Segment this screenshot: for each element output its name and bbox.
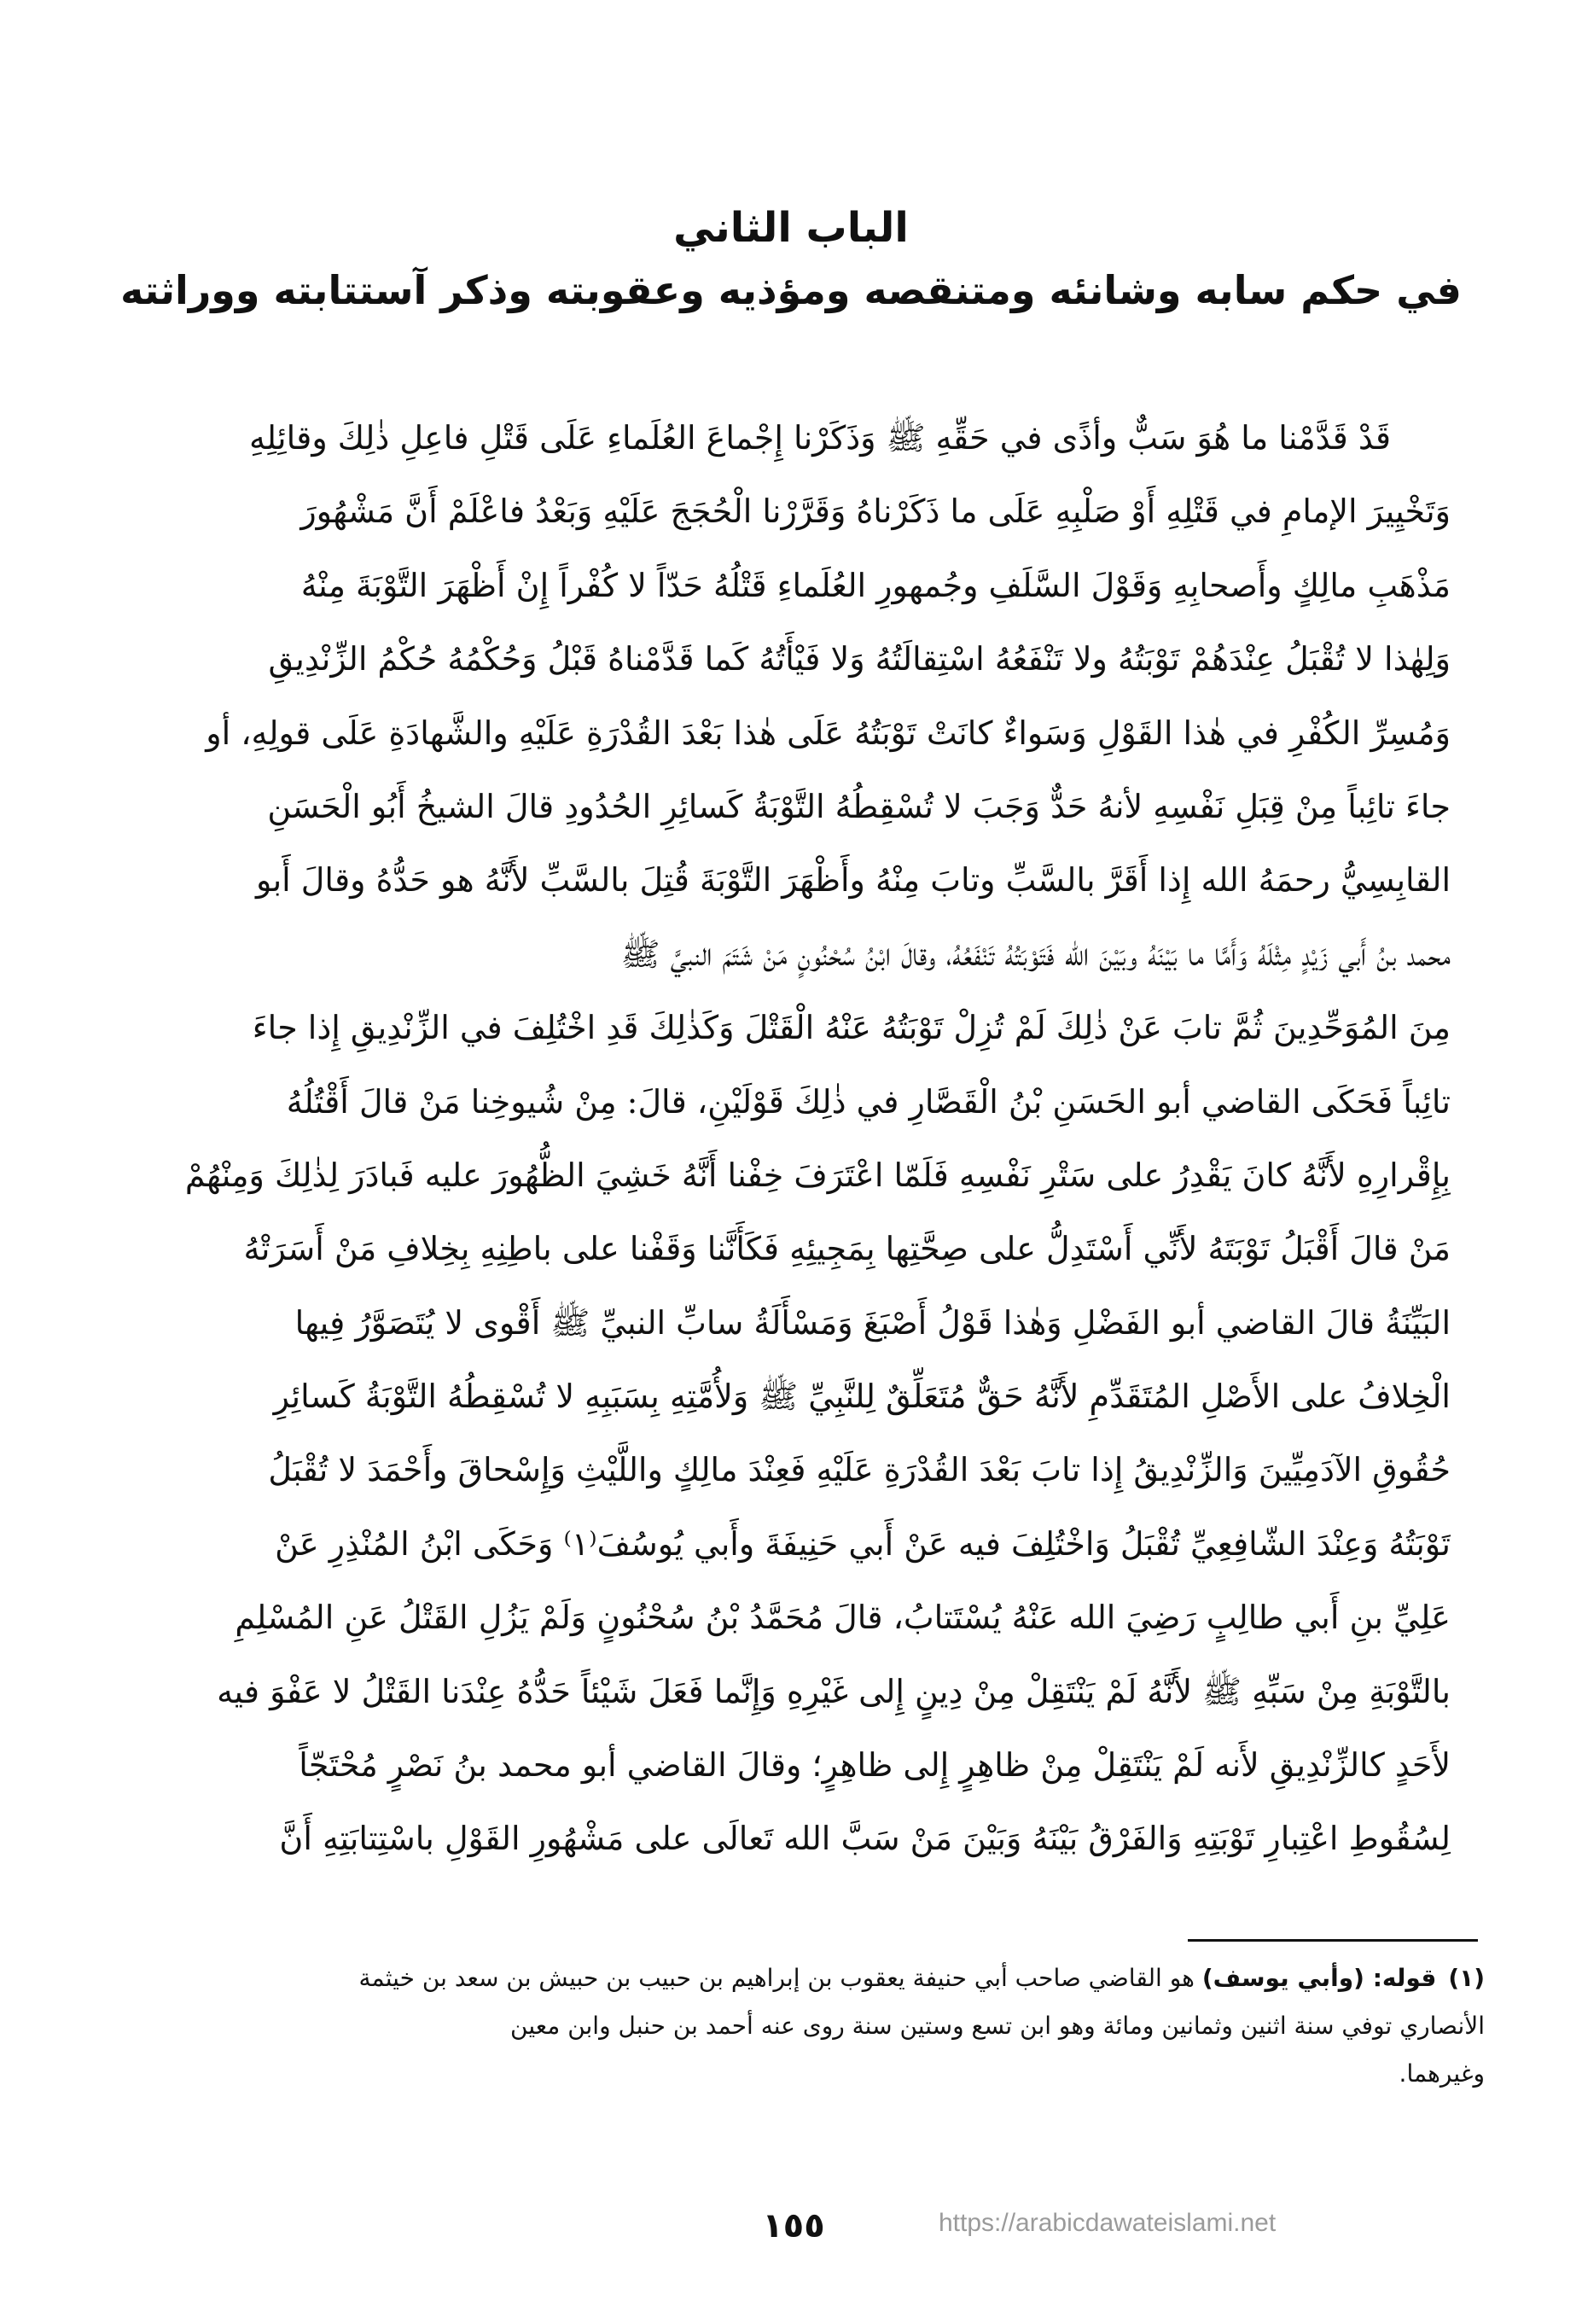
footnote-head: قوله: (وأبي يوسف) (1201, 1964, 1437, 1992)
body-line: محمد بنُ أَبي زَيْدٍ مِثْلَهُ وَأَمَّا ما بَيْنَهُ وبَيْنَ الله فَتَوْبَتُهُ تَنْفَعُهُ، وقالَ ابْنُ سُحْنُونٍ مَنْ شَتَمَ النبيَّ ﷺ (620, 935, 1451, 973)
footnote-line: وغيرهما. (1399, 2059, 1485, 2088)
body-line: وَلِهٰذا لا تُقْبَلُ عِنْدَهُمْ تَوْبَتُهُ ولا تَنْفَعُهُ اسْتِقالَتُهُ وَلا فَيْأَتُهُ كَما قَدَّمْناهُ قَبْلُ وَحُكْمُهُ حُكْمُ الزِّنْدِيقِ (268, 640, 1451, 679)
body-line: حُقُوقِ الآدَمِيِّينَ وَالزِّنْدِيقُ إِذا تابَ بَعْدَ القُدْرَةِ عَلَيْهِ فَعِنْدَ مالِكٍ واللَّيْثِ وَإِسْحاقَ وأَحْمَدَ لا تُقْبَلُ (268, 1451, 1451, 1489)
watermark-url: https://arabicdawateislami.net (939, 2209, 1277, 2237)
body-line: مَذْهَبِ مالِكٍ وأَصحابِهِ وَقَوْلَ السَّلَفِ وجُمهورِ العُلَماءِ قَتْلُهُ حَدّاً لا كُفْراً إِنْ أَظْهَرَ التَّوْبَةَ مِنْهُ (300, 566, 1451, 604)
body-line: لِسُقُوطِ اعْتِبارِ تَوْبَتِهِ وَالفَرْقُ بَيْنَهُ وَبَيْنَ مَنْ سَبَّ الله تَعالَى على مَشْهُورِ القَوْلِ باسْتِتابَتِهِ أَنَّ (279, 1820, 1451, 1858)
chapter-title: الباب الثاني (673, 204, 909, 252)
body-line: تائِباً فَحَكَى القاضي أبو الحَسَنِ بْنُ الْقَصَّارِ في ذٰلِكَ قَوْلَيْنِ، قالَ: مِنْ شُيوخِنا مَنْ قالَ أَقْتُلُهُ (286, 1082, 1451, 1121)
body-line: بالتَّوْبَةِ مِنْ سَبِّهِ ﷺ لأَنَّهُ لَمْ يَنْتَقِلْ مِنْ دِينٍ إِلى غَيْرِهِ وَإِنَّما فَعَلَ شَيْئاً حَدُّهُ عِنْدَنا القَتْلُ لا عَفْوَ فيه (217, 1672, 1451, 1710)
body-line: قَدْ قَدَّمْنا ما هُوَ سَبٌّ وأذًى في حَقِّهِ ﷺ وَذَكَرْنا إِجْماعَ العُلَماءِ عَلَى قَتْلِ فاعِلِ ذٰلِكَ وقائِلِهِ (249, 419, 1391, 457)
footnote-line (128, 1954, 1485, 2002)
footnote-text: هو القاضي صاحب أبي حنيفة يعقوب بن إبراهيم بن حبيب بن حبيش بن سعد بن خيثمة (358, 1964, 1195, 1992)
body-line: لأَحَدٍ كالزِّنْدِيقِ لأَنه لَمْ يَنْتَقِلْ مِنْ ظاهِرٍ إِلى ظاهِرٍ؛ وقالَ القاضي أبو محمد بنُ نَصْرٍ مُحْتَجّاً (299, 1746, 1451, 1785)
body-line: مِنَ المُوَحِّدِينَ ثُمَّ تابَ عَنْ ذٰلِكَ لَمْ تُزِلْ تَوْبَتُهُ عَنْهُ الْقَتْلَ وَكَذٰلِكَ قَدِ اخْتُلِفَ في الزِّنْدِيقِ إِذا جاءَ (252, 1009, 1451, 1047)
chapter-subtitle: في حكم سابه وشانئه ومتنقصه ومؤذيه وعقوبته وذكر آستتابته ووراثته (120, 267, 1462, 313)
body-line: بِإِقْرارِهِ لأَنَّهُ كانَ يَقْدِرُ على سَتْرِ نَفْسِهِ فَلَمّا اعْتَرَفَ خِفْنا أَنَّهُ خَشِيَ الظُّهُورَ عليه فَبادَرَ لِذٰلِكَ وَمِنْهُمْ (184, 1156, 1451, 1194)
body-line: جاءَ تائِباً مِنْ قِبَلِ نَفْسِهِ لأنهُ حَدٌّ وَجَبَ لا تُسْقِطُهُ التَّوْبَةُ كَسائِرِ الحُدُودِ قالَ الشيخُ أَبُو الْحَسَنِ (267, 787, 1451, 825)
body-line: القابِسِيُّ رحمَهُ الله إِذا أَقَرَّ بالسَّبِّ وتابَ مِنْهُ وأَظْهَرَ التَّوْبَةَ قُتِلَ بالسَّبِّ لأَنَّهُ هو حَدُّهُ وقالَ أَبو (255, 861, 1451, 900)
body-line: الْخِلافُ على الأَصْلِ المُتَقَدِّمِ لأَنَّهُ حَقٌّ مُتَعَلِّقٌ لِلنَّبِيِّ ﷺ وَلأُمَّتِهِ بِسَبَبِهِ لا تُسْقِطُهُ التَّوْبَةُ كَسائِرِ (273, 1378, 1451, 1416)
body-text (141, 401, 1451, 1876)
body-line: تَوْبَتُهُ وَعِنْدَ الشّافِعِيِّ تُقْبَلُ وَاخْتُلِفَ فيه عَنْ أَبي حَنِيفَةَ وأَبي يُوسُفَ⁽١⁾ وَحَكَى ابْنُ المُنْذِرِ عَنْ (275, 1524, 1451, 1563)
body-line: مَنْ قالَ أَقْبَلُ تَوْبَتَهُ لأَنِّي أَسْتَدِلُّ على صِحَّتِها بِمَجِيئِهِ فَكَأَنَّنا وَقَفْنا على باطِنِهِ بِخِلافِ مَنْ أَسَرَتْهُ (243, 1230, 1451, 1268)
body-line: البَيِّنَةُ قالَ القاضي أبو الفَضْلِ وَهٰذا قَوْلُ أَصْبَغَ وَمَسْأَلَةُ سابِّ النبيِّ ﷺ أَقْوى لا يُتَصَوَّرُ فِيها (294, 1303, 1451, 1342)
body-line: عَلِيِّ بنِ أَبي طالِبٍ رَضِيَ الله عَنْهُ يُسْتَتابُ، قالَ مُحَمَّدُ بْنُ سُحْنُونٍ وَلَمْ يَزُلِ القَتْلُ عَنِ المُسْلِمِ (235, 1599, 1451, 1637)
footnote-line: الأنصاري توفي سنة اثنين وثمانين ومائة وهو ابن تسع وستين سنة روى عنه أحمد بن حنبل وابن معين (510, 2012, 1485, 2040)
body-line: وَتَخْيِيرَ الإمامِ في قَتْلِهِ أَوْ صَلْبِهِ عَلَى ما ذَكَرْناهُ وَقَرَّرْنا الْحُجَجَ عَلَيْهِ وَبَعْدُ فاعْلَمْ أَنَّ مَشْهُورَ (300, 492, 1451, 531)
footnote-marker: (١) (1448, 1964, 1485, 1992)
body-line: وَمُسِرِّ الكُفْرِ في هٰذا القَوْلِ وَسَواءٌ كانَتْ تَوْبَتُهُ عَلَى هٰذا بَعْدَ القُدْرَةِ عَلَيْهِ والشَّهادَةِ عَلَى قولِهِ، أو (206, 714, 1451, 752)
footnote-divider (1188, 1939, 1478, 1942)
page-number: ١٥٥ (762, 2206, 825, 2245)
footnote (128, 1954, 1485, 2098)
